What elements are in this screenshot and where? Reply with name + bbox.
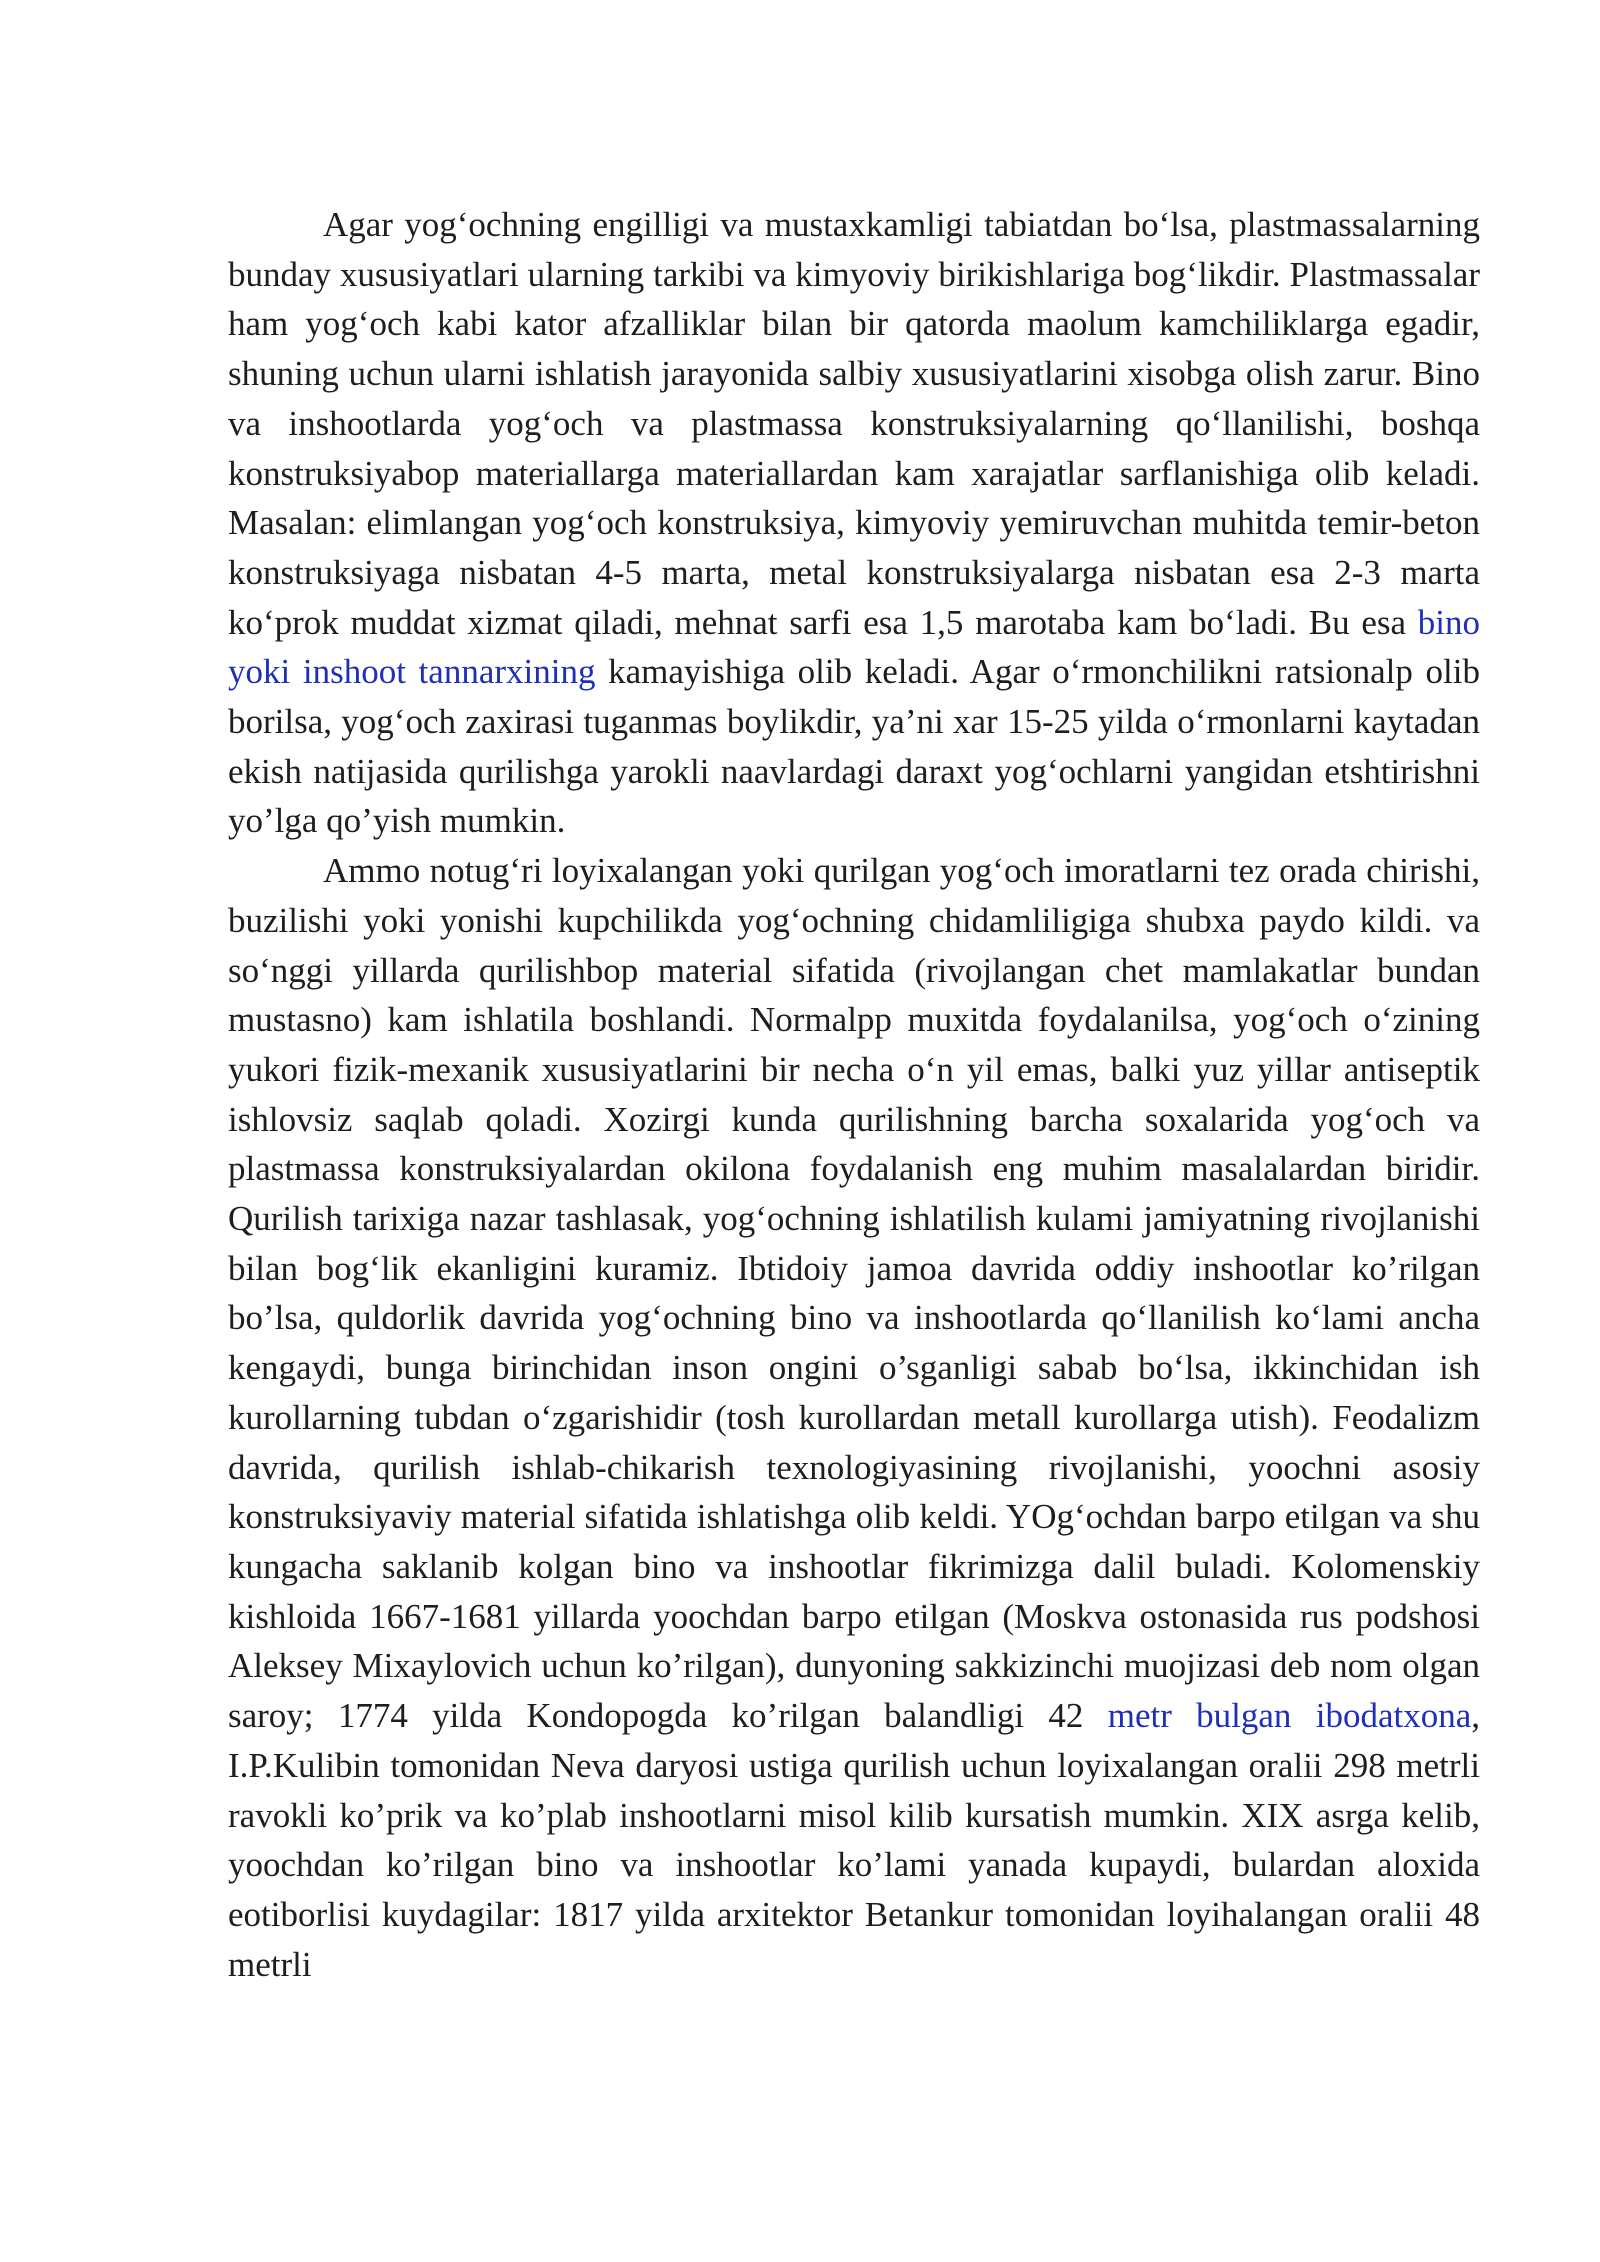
link-building-cost[interactable]: bino yoki inshoot tannarxining	[228, 602, 1480, 692]
paragraph-1-text-start: Agar yog‘ochning engilligi va mustaxkamligi tabiatdan bo‘lsa, plastmassalarning bunday xususiyatlari ularning tarkibi va kimyoviy birikishlariga bog‘likdir. Plastmassalar ham yog‘och kabi kator afzalliklar bilan bir qatorda maolum kamchiliklarga egadir, shuning uchun ularni ishlatish jarayonida salbiy xususiyatlarini xisobga olish zarur. Bino va inshootlarda yog‘och va plastmassa konstruksiyalarning qo‘llanilishi, boshqa konstruksiyabop materiallarga materiallardan kam xarajatlar sarflanishiga olib keladi. Masalan: elimlangan yog‘och konstruksiya, kimyoviy yemiruvchan muhitda temir-beton konstruksiyaga nisbatan 4-5 marta, metal konstruksiyalarga nisbatan esa 2-3 marta ko‘prok muddat xizmat qiladi, mehnat sarfi esa 1,5 marotaba kam bo‘ladi. Bu esa	[228, 205, 1480, 642]
paragraph-2	[228, 846, 1480, 1989]
paragraph-2-text-end: , I.P.Kulibin tomonidan Neva daryosi ustiga qurilish uchun loyixalangan oralii 298 metrli ravokli ko’prik va ko’plab inshootlarni misol kilib kursatish mumkin. XIX asrga kelib, yoochdan ko’rilgan bino va inshootlar ko’lami yanada kupaydi, bulardan aloxida eotiborlisi kuydagilar: 1817 yilda arxitektor Betankur tomonidan loyihalangan oralii 48 metrli	[228, 1696, 1480, 1984]
document-page	[228, 200, 1480, 1989]
paragraph-2-text-start: Ammo notug‘ri loyixalangan yoki qurilgan yog‘och imoratlarni tez orada chirishi, buzilishi yoki yonishi kupchilikda yog‘ochning chidamliligiga shubxa paydo kildi. va so‘nggi yillarda qurilishbop material sifatida (rivojlangan chet mamlakatlar bundan mustasno) kam ishlatila boshlandi. Normalpp muxitda foydalanilsa, yog‘och o‘zining yukori fizik-mexanik xususiyatlarini bir necha o‘n yil emas, balki yuz yillar antiseptik ishlovsiz saqlab qoladi. Xozirgi kunda qurilishning barcha soxalarida yog‘och va plastmassa konstruksiyalardan okilona foydalanish eng muhim masalalardan biridir. Qurilish tarixiga nazar tashlasak, yog‘ochning ishlatilish kulami jamiyatning rivojlanishi bilan bog‘lik ekanligini kuramiz. Ibtidoiy jamoa davrida oddiy inshootlar ko’rilgan bo’lsa, quldorlik davrida yog‘ochning bino va inshootlarda qo‘llanilish ko‘lami ancha kengaydi, bunga birinchidan inson ongini o’sganligi sabab bo‘lsa, ikkinchidan ish kurollarning tubdan o‘zgarishidir (tosh kurollardan metall kurollarga utish). Feodalizm davrida, qurilish ishlab-chikarish texnologiyasining rivojlanishi, yoochni asosiy konstruksiyaviy material sifatida ishlatishga olib keldi. YOg‘ochdan barpo etilgan va shu kungacha saklanib kolgan bino va inshootlar fikrimizga dalil buladi. Kolomenskiy kishloida 1667-1681 yillarda yoochdan barpo etilgan (Moskva ostonasida rus podshosi Aleksey Mixaylovich uchun ko’rilgan), dunyoning sakkizinchi muojizasi deb nom olgan saroy; 1774 yilda Kondopogda ko’rilgan balandligi 42	[228, 851, 1480, 1736]
link-temple[interactable]: metr bulgan ibodatxona	[1107, 1696, 1472, 1736]
paragraph-1-text-end: kamayishiga olib keladi. Agar o‘rmonchilikni ratsionalp olib borilsa, yog‘och zaxirasi tuganmas boylikdir, ya’ni xar 15-25 yilda o‘rmonlarni kaytadan ekish natijasida qurilishga yarokli naavlardagi daraxt yog‘ochlarni yangidan etshtirishni yo’lga qo’yish mumkin.	[228, 652, 1480, 841]
paragraph-1	[228, 200, 1480, 846]
